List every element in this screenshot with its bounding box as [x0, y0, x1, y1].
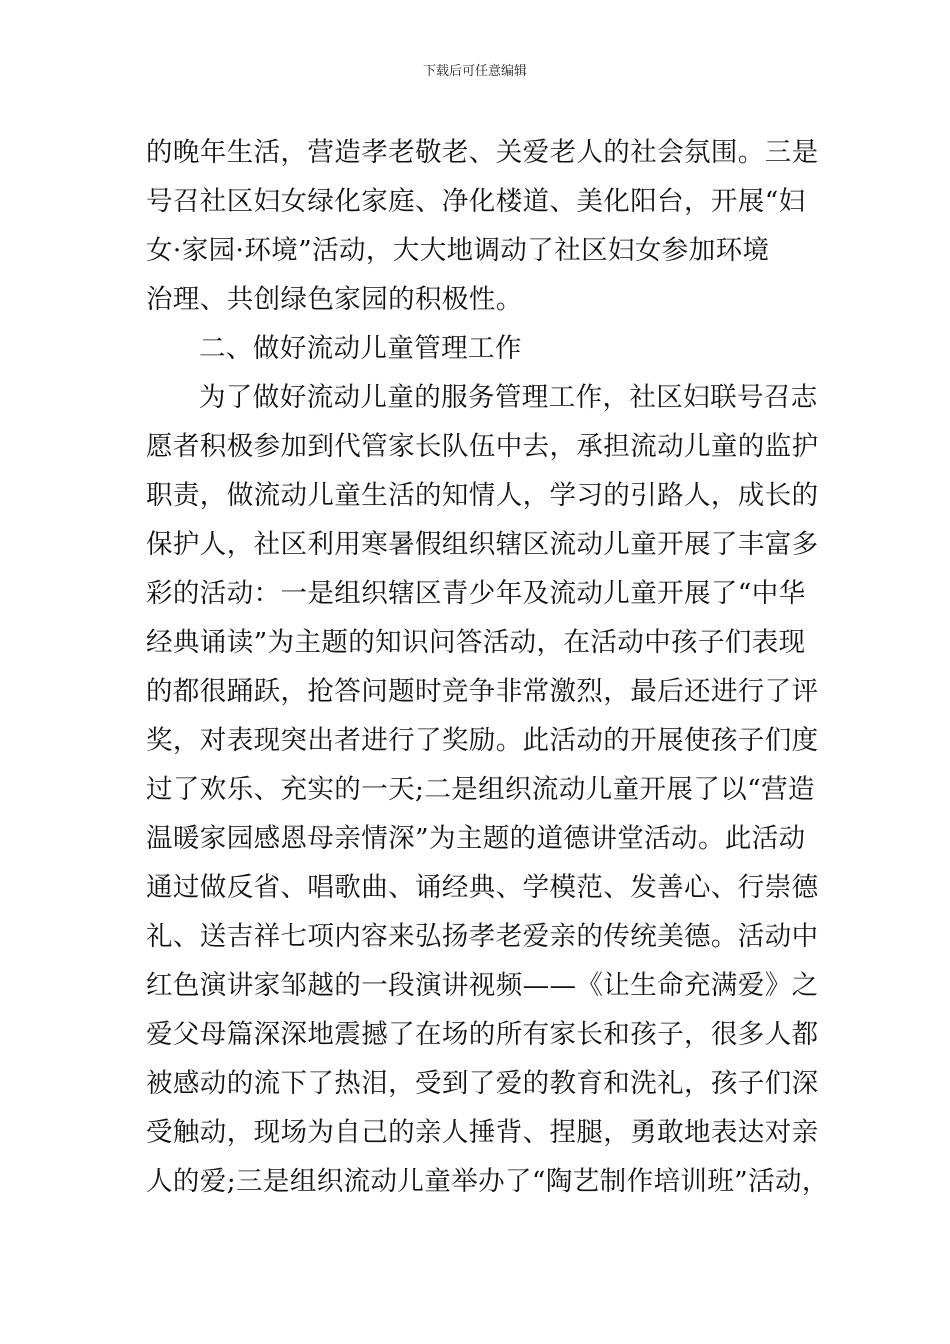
text-line: 温暖家园感恩母亲情深”为主题的道德讲堂活动。此活动	[146, 823, 806, 854]
document-body	[146, 128, 829, 1206]
text-line: 治理、共创绿色家园的积极性。	[146, 284, 523, 315]
page-header: 下载后可任意编辑	[422, 64, 527, 79]
text-line: 爱父母篇深深地震撼了在场的所有家长和孩子，很多人都	[146, 1019, 819, 1050]
text-line: 彩的活动：一是组织辖区青少年及流动儿童开展了“中华	[146, 578, 806, 609]
text-line: 受触动，现场为自己的亲人捶背、捏腿，勇敢地表达对亲	[146, 1117, 819, 1148]
text-line: 女·家园·环境”活动，大大地调动了社区妇女参加环境	[146, 235, 770, 266]
text-line: 红色演讲家邹越的一段演讲视频——《让生命充满爱》之	[146, 970, 819, 1001]
text-line: 礼、送吉祥七项内容来弘扬孝老爱亲的传统美德。活动中	[146, 921, 819, 952]
text-line: 保护人，社区利用寒暑假组织辖区流动儿童开展了丰富多	[146, 529, 819, 560]
text-line: 愿者积极参加到代管家长队伍中去，承担流动儿童的监护	[146, 431, 819, 462]
text-line: 的晚年生活，营造孝老敬老、关爱老人的社会氛围。三是	[146, 137, 819, 168]
text-line: 号召社区妇女绿化家庭、净化楼道、美化阳台，开展“妇	[146, 186, 806, 217]
text-line: 被感动的流下了热泪，受到了爱的教育和洗礼，孩子们深	[146, 1068, 819, 1099]
text-line: 的都很踊跃，抢答问题时竞争非常激烈，最后还进行了评	[146, 676, 819, 707]
text-line: 过了欢乐、充实的一天;二是组织流动儿童开展了以“营造	[146, 774, 815, 805]
text-line: 为了做好流动儿童的服务管理工作，社区妇联号召志	[199, 382, 818, 413]
text-line: 通过做反省、唱歌曲、诵经典、学模范、发善心、行崇德	[146, 872, 819, 903]
text-line: 经典诵读”为主题的知识问答活动，在活动中孩子们表现	[146, 627, 806, 658]
text-line: 奖，对表现突出者进行了奖励。此活动的开展使孩子们度	[146, 725, 819, 756]
section-heading: 二、做好流动儿童管理工作	[199, 333, 522, 364]
text-line: 人的爱;三是组织流动儿童举办了“陶艺制作培训班”活动，	[146, 1166, 829, 1197]
text-line: 职责，做流动儿童生活的知情人，学习的引路人，成长的	[146, 480, 819, 511]
